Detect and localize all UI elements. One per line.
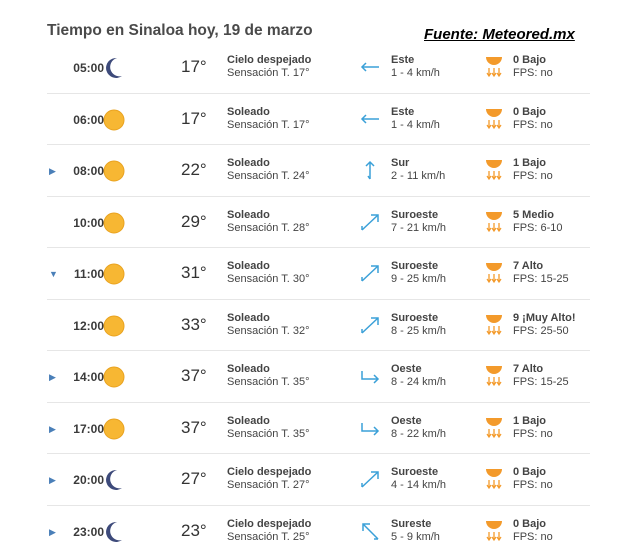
row-time: 11:00 (73, 267, 104, 281)
row-fps: FPS: no (513, 118, 553, 131)
uv-index-icon (485, 157, 503, 181)
row-feels-like: Sensación T. 24° (227, 170, 310, 182)
uv-index-icon (485, 209, 503, 233)
caret-right-icon[interactable]: ▶ (49, 423, 56, 434)
row-temperature: 37° (181, 366, 207, 385)
row-sky-description: Soleado (227, 157, 270, 169)
sun-icon (102, 314, 126, 338)
row-time: 06:00 (73, 112, 104, 127)
row-time: 08:00 (73, 164, 104, 178)
row-sky-description: Soleado (227, 363, 270, 375)
row-feels-like: Sensación T. 17° (227, 118, 310, 131)
forecast-row[interactable] (47, 248, 590, 300)
row-sky-description: Soleado (227, 414, 270, 427)
caret-right-icon[interactable]: ▶ (49, 526, 56, 537)
row-fps: FPS: 6-10 (513, 221, 563, 234)
row-feels-like: Sensación T. 35° (227, 427, 310, 440)
row-wind-speed: 4 - 14 km/h (391, 479, 447, 491)
row-feels-like: Sensación T. 32° (227, 324, 310, 337)
wind-arrow-northeast-icon (359, 262, 381, 284)
row-sky-description: Cielo despejado (227, 54, 312, 66)
row-wind-direction: Suroeste (391, 208, 439, 221)
row-uv-level: 1 Bajo (513, 414, 547, 427)
row-feels-like: Sensación T. 28° (227, 221, 310, 234)
row-sky-description: Cielo despejado (227, 466, 312, 478)
wind-arrow-west-icon (359, 108, 381, 130)
sun-icon (102, 108, 126, 132)
row-fps: FPS: 15-25 (513, 376, 569, 388)
row-sky-description: Soleado (227, 208, 270, 221)
row-feels-like: Sensación T. 25° (227, 530, 310, 543)
uv-index-icon (485, 106, 503, 130)
sun-icon (102, 365, 126, 389)
row-uv-level: 7 Alto (513, 260, 544, 272)
row-temperature: 17° (181, 108, 207, 128)
moon-icon (102, 468, 126, 492)
row-wind-direction: Este (391, 54, 415, 66)
row-feels-like: Sensación T. 27° (227, 479, 310, 491)
row-fps: FPS: no (513, 479, 553, 491)
sun-icon (102, 417, 126, 441)
row-wind-direction: Sureste (391, 517, 432, 530)
sun-icon (102, 211, 126, 235)
wind-arrow-west-icon (359, 56, 381, 78)
caret-down-icon[interactable]: ▼ (49, 269, 58, 279)
uv-index-icon (485, 260, 503, 284)
row-wind-speed: 1 - 4 km/h (391, 118, 440, 131)
wind-arrow-north-icon (359, 159, 381, 181)
row-uv-level: 9 ¡Muy Alto! (513, 311, 576, 324)
row-fps: FPS: no (513, 427, 553, 440)
row-fps: FPS: 25-50 (513, 324, 569, 337)
row-feels-like: Sensación T. 35° (227, 376, 310, 388)
row-wind-direction: Oeste (391, 414, 422, 427)
row-wind-speed: 7 - 21 km/h (391, 221, 447, 234)
forecast-row (47, 300, 590, 352)
row-temperature: 27° (181, 469, 207, 488)
row-wind-direction: Este (391, 105, 415, 118)
uv-index-icon (485, 54, 503, 78)
wind-arrow-northeast-icon (359, 468, 381, 490)
row-wind-direction: Suroeste (391, 311, 439, 324)
row-uv-level: 0 Bajo (513, 517, 547, 530)
row-sky-description: Soleado (227, 311, 270, 324)
row-uv-level: 1 Bajo (513, 157, 547, 169)
row-temperature: 31° (181, 263, 207, 282)
row-uv-level: 0 Bajo (513, 54, 547, 66)
moon-icon (102, 520, 126, 544)
row-wind-speed: 8 - 22 km/h (391, 427, 447, 440)
forecast-row (47, 197, 590, 249)
wind-arrow-northeast-icon (359, 314, 381, 336)
uv-index-icon (485, 518, 503, 542)
caret-right-icon[interactable]: ▶ (49, 166, 56, 176)
row-time: 10:00 (73, 215, 104, 230)
sun-icon (102, 262, 126, 286)
row-temperature: 23° (181, 520, 207, 540)
wind-arrow-east-icon (359, 365, 381, 387)
row-fps: FPS: no (513, 170, 553, 182)
caret-right-icon[interactable]: ▶ (49, 475, 56, 485)
row-uv-level: 5 Medio (513, 208, 554, 221)
uv-index-icon (485, 312, 503, 336)
row-temperature: 22° (181, 160, 207, 179)
row-wind-speed: 9 - 25 km/h (391, 273, 447, 285)
row-time: 14:00 (73, 370, 104, 384)
source-link[interactable]: Fuente: Meteored.mx (424, 26, 575, 43)
forecast-row[interactable] (47, 351, 590, 403)
row-time: 20:00 (73, 473, 104, 487)
row-wind-direction: Oeste (391, 363, 422, 375)
forecast-row[interactable] (47, 454, 590, 506)
row-fps: FPS: no (513, 67, 553, 79)
row-wind-speed: 5 - 9 km/h (391, 530, 440, 543)
row-time: 23:00 (73, 524, 104, 539)
row-wind-speed: 8 - 25 km/h (391, 324, 447, 337)
row-wind-speed: 2 - 11 km/h (391, 170, 446, 182)
row-uv-level: 0 Bajo (513, 466, 547, 478)
row-temperature: 37° (181, 417, 207, 437)
row-fps: FPS: 15-25 (513, 273, 569, 285)
row-sky-description: Soleado (227, 105, 270, 118)
forecast-row[interactable] (47, 506, 590, 558)
uv-index-icon (485, 466, 503, 490)
row-uv-level: 0 Bajo (513, 105, 547, 118)
row-feels-like: Sensación T. 30° (227, 273, 310, 285)
row-wind-direction: Sur (391, 157, 410, 169)
row-temperature: 17° (181, 57, 207, 76)
row-wind-direction: Suroeste (391, 260, 439, 272)
uv-index-icon (485, 415, 503, 439)
page-title: Tiempo en Sinaloa hoy, 19 de marzo (47, 22, 313, 39)
caret-right-icon[interactable]: ▶ (49, 372, 56, 382)
forecast-row (47, 42, 590, 94)
row-wind-speed: 8 - 24 km/h (391, 376, 447, 388)
sun-icon (102, 159, 126, 183)
wind-arrow-northwest-icon (359, 520, 381, 542)
wind-arrow-northeast-icon (359, 211, 381, 233)
row-feels-like: Sensación T. 17° (227, 67, 310, 79)
forecast-row[interactable] (47, 403, 590, 455)
forecast-row[interactable] (47, 145, 590, 197)
row-wind-direction: Suroeste (391, 466, 439, 478)
wind-arrow-east-icon (359, 417, 381, 439)
row-time: 05:00 (73, 61, 104, 75)
row-sky-description: Soleado (227, 260, 270, 272)
row-time: 12:00 (73, 318, 104, 333)
moon-icon (102, 56, 126, 80)
hourly-forecast-list (47, 42, 590, 557)
row-sky-description: Cielo despejado (227, 517, 312, 530)
row-temperature: 33° (181, 314, 207, 334)
row-fps: FPS: no (513, 530, 553, 543)
row-wind-speed: 1 - 4 km/h (391, 67, 440, 79)
forecast-row (47, 94, 590, 146)
uv-index-icon (485, 363, 503, 387)
row-temperature: 29° (181, 211, 207, 231)
row-time: 17:00 (73, 421, 104, 436)
row-uv-level: 7 Alto (513, 363, 544, 375)
